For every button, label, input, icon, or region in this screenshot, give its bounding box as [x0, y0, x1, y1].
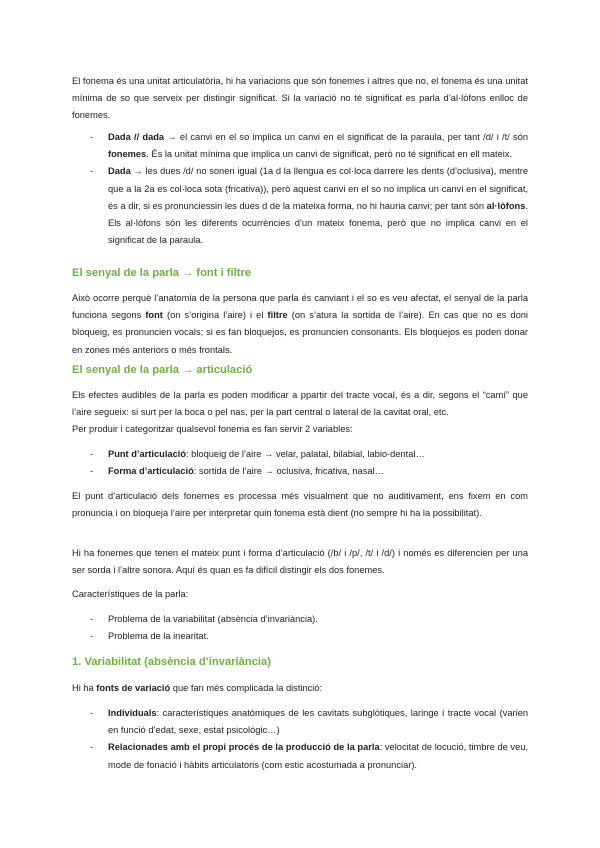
paragraph-font-filtre [72, 290, 528, 359]
list-item-text: . És la unitat mínima que implica un canvi de significat, però no té significat en ell mateix. [146, 149, 513, 160]
bold-term: Individuals [108, 708, 157, 718]
list-item-text: Problema de la inearitat. [108, 631, 209, 642]
list-item [72, 739, 528, 773]
list-variables [72, 446, 528, 480]
paragraph-punt-articulacio: El punt d’articulació dels fonemes es processa més visualment que no auditivament, ens fixem en com pronuncia i on bloqueja l’aire per interpretar quin fonema està dient (no sempre hi ha la possibilitat). [72, 491, 528, 519]
paragraph-variables-intro: Per produir i categoritzar qualsevol fonema es fan servir 2 variables: [72, 424, 353, 434]
bold-term: Punt d’articulació [108, 449, 187, 459]
list-item [72, 163, 528, 249]
list-item-text: → les dues /d/ no sonen igual (1a d la llengua es col·loca darrere les dents (d’oclusiva), mentre que a la 2a es col·loca sota (fricativa)), però aquest canvi en el so no implica un canvi en el significat, és a dir, si es pronunciessin les dues d de la mateixa forma, no hi hauria canvi; per tant són [108, 166, 528, 211]
bold-term: font [145, 310, 163, 321]
bullet-dash: - [90, 132, 94, 142]
bold-term: Relacionades amb el propi procés de la producció de la parla [108, 742, 380, 753]
bold-term: Dada // dada [108, 132, 165, 142]
text-run: (on s’origina l’aire) i el [162, 310, 268, 321]
section-heading-articulacio: El senyal de la parla → articulació [72, 364, 253, 376]
list-item [72, 463, 528, 480]
paragraph-sorda-sonora: Hi ha fonemes que tenen el mateix punt i forma d’articulació (/b/ i /p/, /t/ i /d/) i només es diferencien per una ser sorda i l’altre sonora. Aquí és quan es fa difícil distingir els dos fonemes. [72, 548, 528, 576]
bold-term: filtre [267, 310, 288, 321]
text-run: que fan més complicada la distinció: [170, 683, 323, 693]
bold-term: Forma d’articulació [108, 466, 194, 477]
list-item-text: → el canvi en el so implica un canvi en el significat de la paraula, per tant /d/ i /t/ són [164, 132, 529, 142]
list-item-text: : característiques anatòmiques de les cavitats subglòtiques, laringe i tracte vocal (varien en funció d’edat, sexe, estat psicològic…) [108, 708, 528, 736]
list-item-text: : bloqueig de l’aire → velar, palatal, bilabial, labio-dental… [186, 449, 425, 459]
list-problemes [72, 611, 528, 645]
bullet-dash: - [90, 614, 94, 624]
bold-term: fonemes [108, 149, 147, 160]
section-heading-variabilitat: 1. Variabilitat (absència d’invariància) [72, 656, 271, 668]
list-item [72, 446, 528, 463]
list-item [72, 705, 528, 739]
text-run: Això ocorre perquè l’anatomia de la persona que parla és canviant i el so es veu afectat, el senyal de la parla funciona segons [72, 293, 528, 321]
list-dada-examples [72, 129, 528, 249]
section-heading-font-filtre: El senyal de la parla → font i filtre [72, 267, 252, 279]
list-item-text: : sortida de l’aire → oclusiva, fricativa, nasal… [193, 466, 384, 477]
bold-term: Dada [108, 166, 131, 177]
list-item-text: : velocitat de locució, timbre de veu, mode de fonació i hàbits articulatoris (com estic acostumada a pronunciar). [108, 742, 528, 770]
text-run: Hi ha [72, 683, 97, 693]
list-fonts-variacio [72, 705, 528, 774]
bullet-dash: - [90, 631, 94, 642]
bold-term: al·lòfons [486, 200, 526, 211]
bullet-dash: - [90, 708, 94, 718]
list-item-text: Problema de la variabilitat (absència d’invariància). [108, 614, 318, 624]
list-item [72, 628, 528, 645]
bullet-dash: - [90, 166, 94, 177]
text-run: (on s’atura la sortida de l’aire). En cas que no es doni bloqueig, es pronuncien vocals; si es fan bloquejos, es pronuncien consonants. Els bloquejos es poden donar en zones més anteriors o més frontals. [72, 310, 528, 355]
paragraph-fonts-variacio [72, 680, 528, 697]
bullet-dash: - [90, 449, 94, 459]
paragraph-efectes-audibles: Els efectes audibles de la parla es poden modificar a ppartir del tracte vocal, és a dir, segons el “camí” que l’aire segueix: si surt per la boca o pel nas, per la part central o lateral de la cavitat oral, etc. [72, 390, 528, 418]
paragraph-fonema-intro: El fonema és una unitat articulatòria, hi ha variacions que són fonemes i altres que no, el fonema és una unitat mínima de so que serveix per distingir significat. Si la variació no té significat es parla d’al·lòfons enlloc de fonemes. [72, 76, 528, 121]
list-item [72, 611, 528, 628]
bullet-dash: - [90, 466, 94, 477]
list-item [72, 129, 528, 163]
list-item-text: . Els al·lòfons són les diferents ocurrències d’un mateix fonema, però que no implica canvi en el significat de la paraula. [108, 200, 528, 246]
bullet-dash: - [90, 742, 94, 753]
paragraph-caracteristiques: Característiques de la parla: [72, 589, 189, 599]
bold-term: fonts de variació [96, 683, 171, 693]
